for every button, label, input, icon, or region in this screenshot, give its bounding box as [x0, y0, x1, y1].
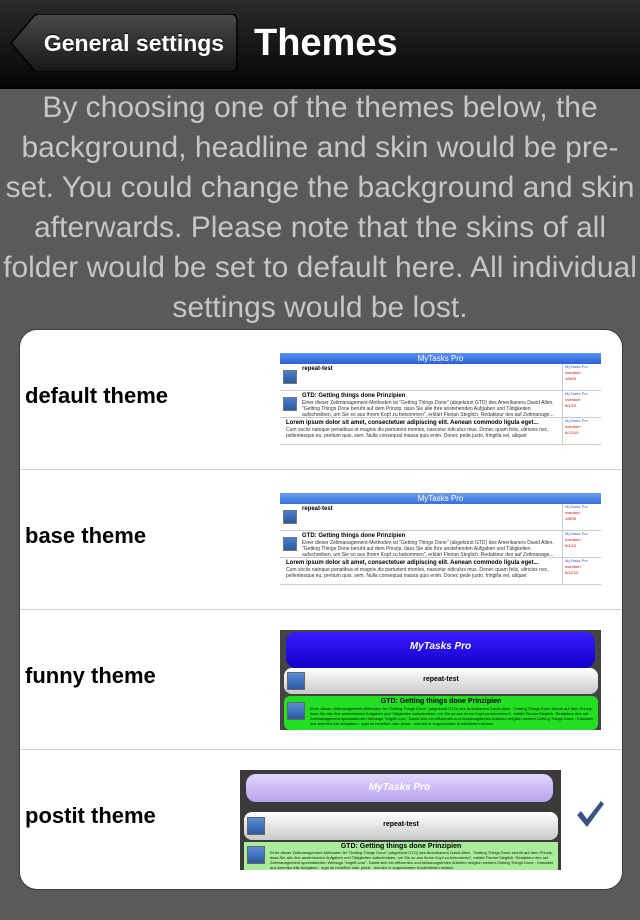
preview-side	[562, 418, 601, 444]
preview-task-text: Einer dieser Zeitmanagement-Methoden ist "Getting Things Done" (abgekürzt GTD) des Amerikaners David Allen. "Getting Things Done beruht auf dem Prinzip, dass Sie alle Ihre anstehenden Aufgaben und Tätigkeiten aufschreiben, um Sie so aus Ihrem Kopf zu bekommen", erklärt Florian Steglich. Redakteur des auf Zeitmanage...	[302, 400, 554, 418]
preview-row	[280, 364, 601, 391]
intro-text: By choosing one of the themes below, the background, headline and skin would be pre-set. You could change the background and skin afterwards. Please note that the skins of all folder would be set to default here. All individual settings would be lost.	[3, 91, 637, 324]
preview-task-title: repeat-test	[423, 676, 459, 683]
preview-task-text: Cum sociis natoque penatibus et magnis dis parturient montes, nascetur ridiculus mus. Donec quam felis, ultricies nec, pellentesque eu, pretium quis, sem. Nulla consequat massa quis enim. Donec pede justo, fringilla vel, aliquet	[286, 567, 549, 579]
preview-task-text: Cum sociis natoque penatibus et magnis dis parturient montes, nascetur ridiculus mus. Donec quam felis, ultricies nec, pellentesque eu, pretium quis, sem. Nulla consequat massa quis enim. Donec pede justo, fringilla vel, aliquet	[286, 427, 549, 439]
preview-row	[280, 558, 601, 585]
preview-side-tag: MyTasks Pro	[565, 418, 588, 423]
preview-side-date: 6/1/10	[565, 403, 577, 408]
preview-side-date: 1/8/09	[565, 516, 577, 521]
preview-task-text: Einer dieser Zeitmanagement-Methoden ist "Getting Things Done" (abgekürzt GTD) des Amerikaners David Allen. "Getting Things Done beruht auf dem Prinzip, dass Sie alle Ihre anstehenden Aufgaben und Tätigkeiten aufschreiben, um Sie so aus Ihrem Kopf zu bekommen", erklärt Florian Steglich. Redakteur des auf Zeitmanagement spezialisierten Weblogs "imgriff.com". Damit sich ein effizientes und belastungsfreies Arbeiten möglich werden.Getting Things Done - Klassiker aus Amerika Alle Aufgaben - egal ob beruflich oder privat - werden in sogenannten Kontextlisten erfasst.	[310, 706, 594, 726]
preview-task-title: Lorem ipsum dolor sit amet, consectetuer adipiscing elit. Aenean commodo ligula eget...	[286, 420, 539, 426]
back-button-label: General settings	[43, 30, 225, 56]
preview-header: MyTasks Pro	[246, 774, 553, 802]
theme-list	[19, 329, 623, 890]
default-theme-preview	[280, 353, 601, 445]
preview-row	[284, 668, 598, 694]
preview-task-text: Einer dieser Zeitmanagement-Methoden ist "Getting Things Done" (abgekürzt GTD) des Amerikaners David Allen. "Getting Things Done beruht auf dem Prinzip, dass Sie alle Ihre anstehenden Aufgaben und Tätigkeiten aufschreiben, um Sie so aus Ihrem Kopf zu bekommen", erklärt Florian Steglich. Redakteur des auf Zeitmanage...	[302, 540, 554, 558]
preview-side-tag: MyTasks Pro	[565, 558, 588, 563]
task-icon	[283, 537, 297, 551]
theme-label: funny theme	[25, 663, 156, 688]
funny-theme-preview	[280, 630, 601, 730]
preview-side-status: overdue!	[565, 564, 581, 569]
theme-label: default theme	[25, 383, 169, 408]
preview-side-date: 6/1/10	[565, 543, 577, 548]
preview-row	[280, 418, 601, 445]
back-button[interactable]	[10, 14, 238, 72]
preview-row	[284, 696, 598, 730]
preview-row	[244, 842, 558, 870]
navigation-bar	[0, 0, 640, 89]
preview-side	[562, 391, 601, 417]
preview-row	[280, 391, 601, 418]
base-theme-preview	[280, 493, 601, 585]
theme-row-default[interactable]	[20, 330, 622, 470]
preview-row	[244, 812, 558, 840]
theme-label: base theme	[25, 523, 147, 548]
preview-side-status: overdue!	[565, 424, 581, 429]
preview-side-status: overdue!	[565, 510, 581, 515]
preview-side	[562, 364, 601, 390]
preview-side-date: 6/12/10	[565, 570, 579, 575]
preview-side	[562, 558, 601, 584]
preview-side-tag: MyTasks Pro	[565, 364, 588, 369]
preview-task-title: GTD: Getting things done Prinzipien	[380, 698, 502, 705]
preview-task-title: repeat-test	[302, 366, 333, 372]
preview-side	[562, 504, 601, 530]
preview-task-title: repeat-test	[383, 821, 419, 828]
theme-row-base[interactable]	[20, 470, 622, 610]
theme-label: postit theme	[25, 803, 156, 828]
theme-row-postit[interactable]	[20, 750, 622, 889]
preview-task-title: GTD: Getting things done Prinzipien	[302, 533, 406, 539]
preview-side-status: overdue!	[565, 397, 581, 402]
preview-header: MyTasks Pro	[280, 353, 601, 364]
preview-row	[280, 504, 601, 531]
preview-task-title: GTD: Getting things done Prinzipien	[340, 843, 462, 850]
preview-side-status: overdue!	[565, 370, 581, 375]
preview-task-title: GTD: Getting things done Prinzipien	[302, 393, 406, 399]
postit-theme-preview	[240, 770, 561, 870]
page-title: Themes	[254, 22, 398, 64]
task-icon	[283, 397, 297, 411]
theme-row-funny[interactable]	[20, 610, 622, 750]
preview-side-date: 1/8/09	[565, 376, 577, 381]
preview-task-title: Lorem ipsum dolor sit amet, consectetuer adipiscing elit. Aenean commodo ligula eget...	[286, 560, 539, 566]
preview-header: MyTasks Pro	[286, 632, 595, 668]
preview-side-tag: MyTasks Pro	[565, 531, 588, 536]
preview-row	[280, 531, 601, 558]
checkmark-icon	[574, 798, 606, 830]
preview-side-tag: MyTasks Pro	[565, 391, 588, 396]
preview-side	[562, 531, 601, 557]
preview-task-title: repeat-test	[302, 506, 333, 512]
preview-side-status: overdue!	[565, 537, 581, 542]
preview-header: MyTasks Pro	[280, 493, 601, 504]
preview-task-text: Einer dieser Zeitmanagement-Methoden ist "Getting Things Done" (abgekürzt GTD) des Amerikaners David Allen. "Getting Things Done beruht auf dem Prinzip, dass Sie alle Ihre anstehenden Aufgaben und Tätigkeiten aufschreiben, um Sie so aus Ihrem Kopf zu bekommen", erklärt Florian Steglich. Redakteur des auf Zeitmanagement spezialisierten Weblogs "imgriff.com". Damit sich ein effizientes und belastungsfreies Arbeiten möglich werden.Getting Things Done - Klassiker aus Amerika Alle Aufgaben - egal ob beruflich oder privat - werden in sogenannten Kontextlisten erfasst.	[270, 850, 554, 870]
preview-side-date: 6/12/10	[565, 430, 579, 435]
task-icon	[283, 510, 297, 524]
task-icon	[283, 370, 297, 384]
preview-side-tag: MyTasks Pro	[565, 504, 588, 509]
